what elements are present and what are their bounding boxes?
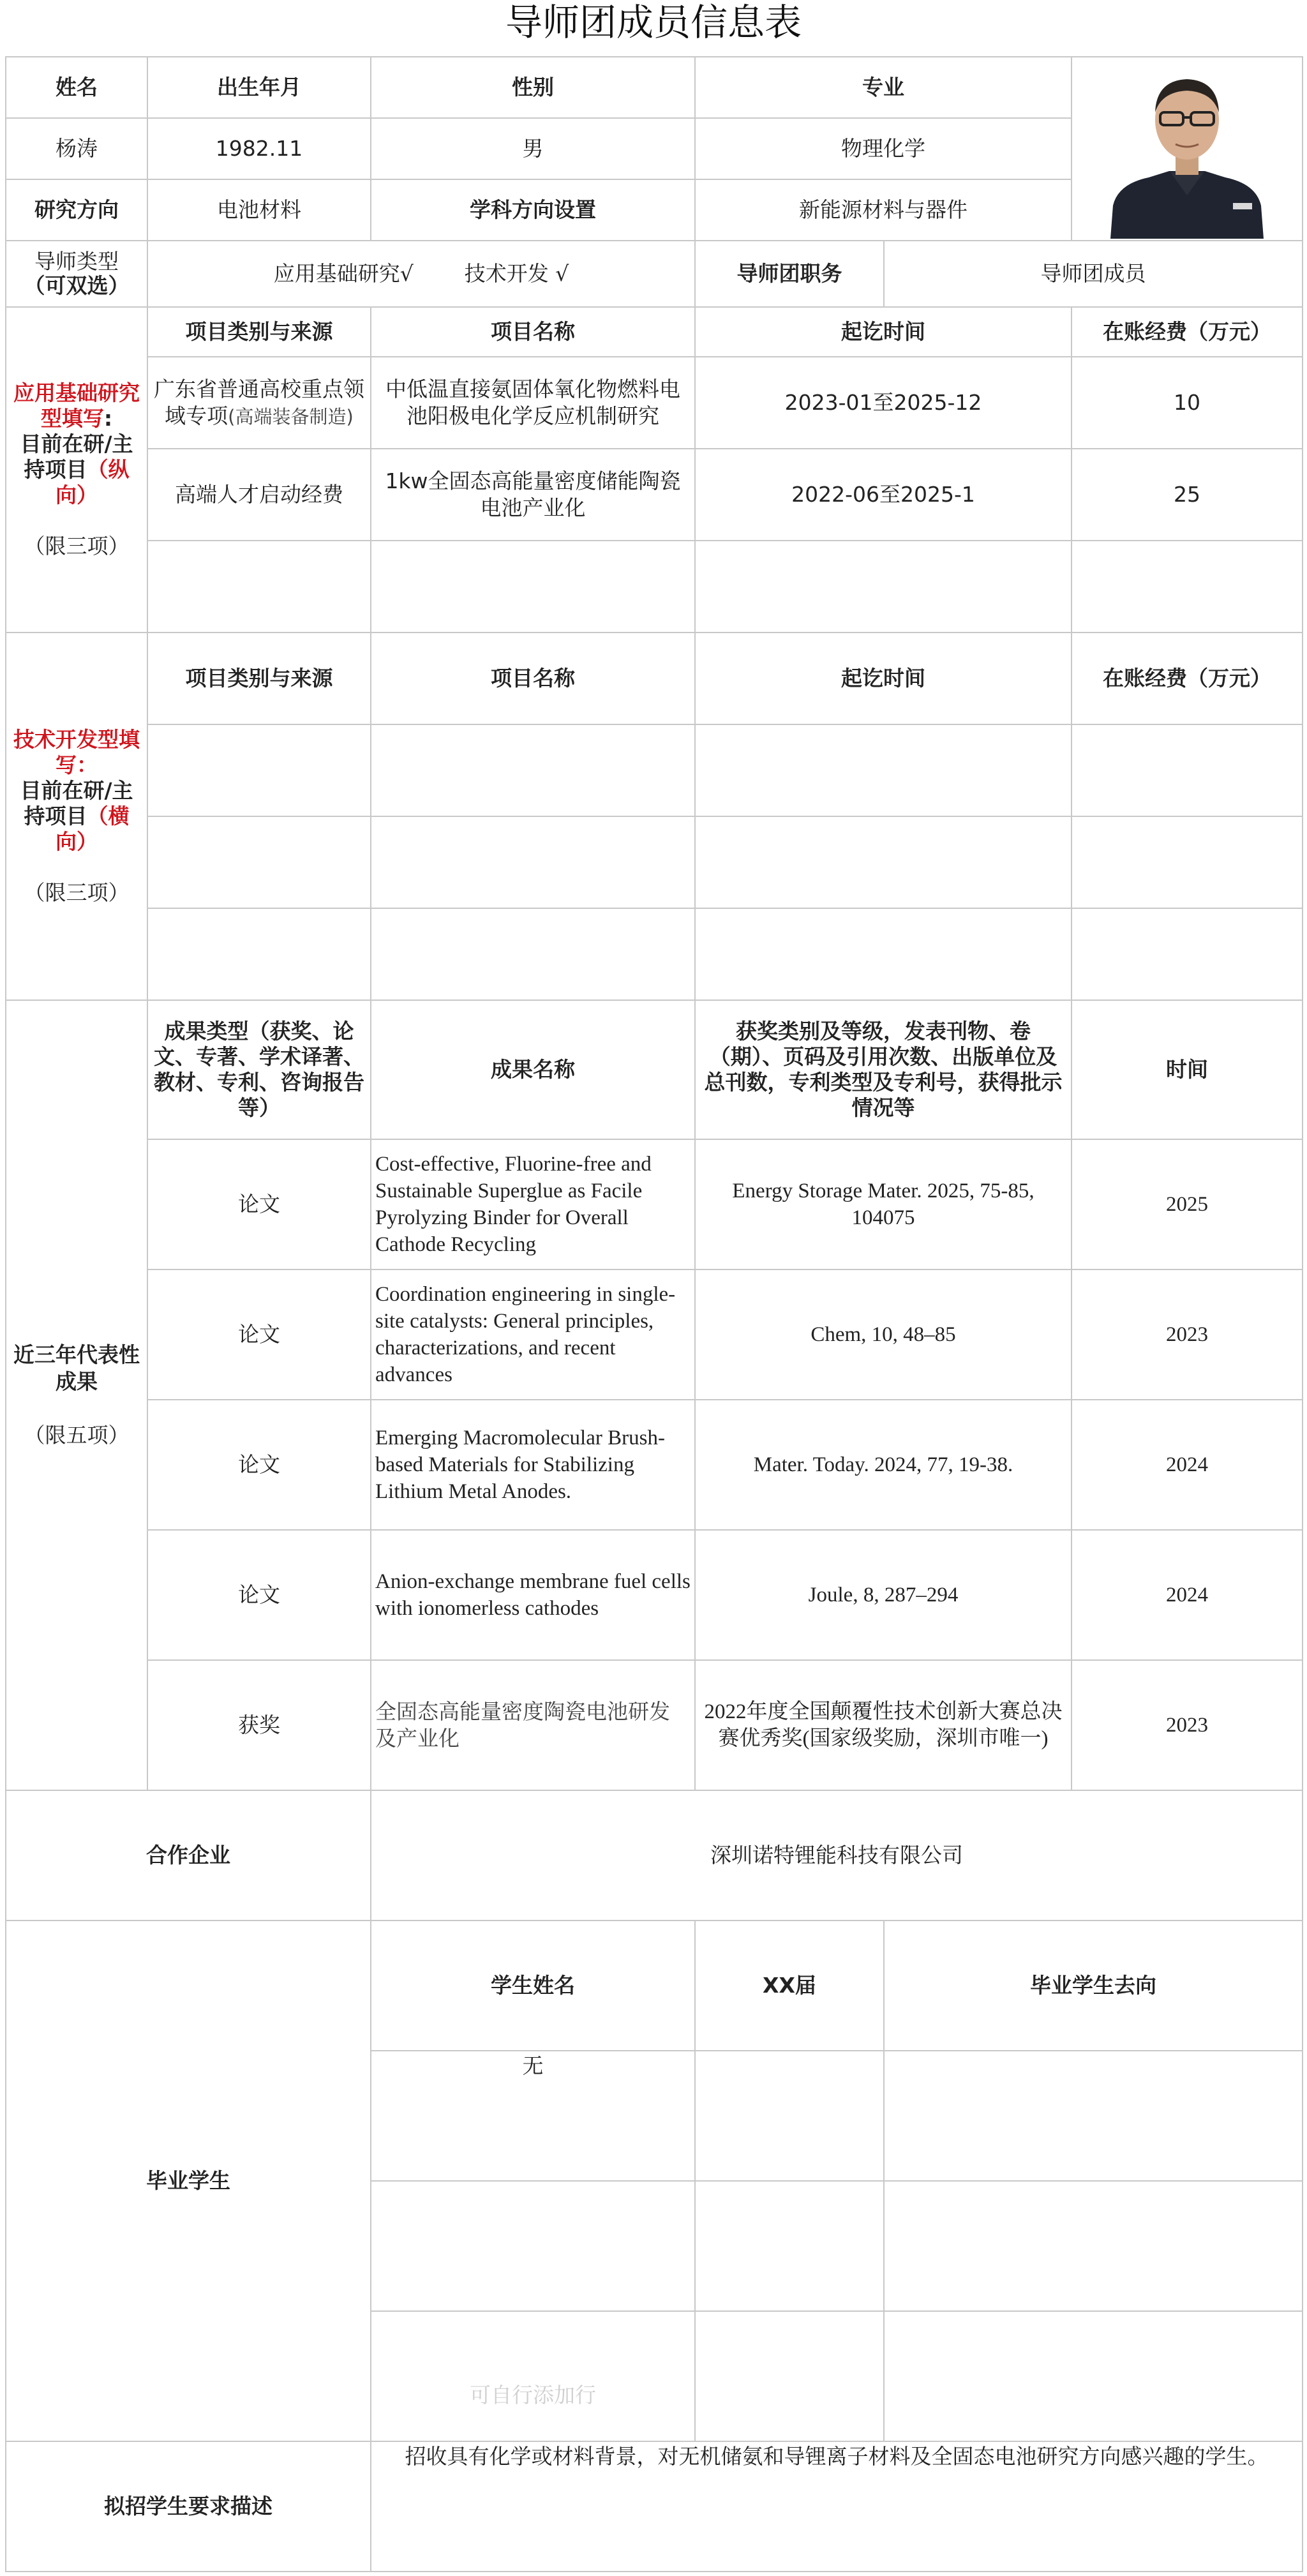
tech-row1-name: [371, 724, 695, 816]
research-label: 研究方向: [6, 179, 147, 241]
graduates-header-destination: 毕业学生去向: [884, 1921, 1303, 2051]
applied-row1-period: 2023-01至2025-12: [695, 357, 1072, 449]
tech-header-funding: 在账经费（万元）: [1072, 633, 1303, 724]
achievement-row2-year: 2023: [1072, 1269, 1303, 1400]
tech-header-source: 项目类别与来源: [147, 633, 371, 724]
achievement-row3-detail: Mater. Today. 2024, 77, 19-38.: [695, 1400, 1072, 1530]
achievement-row3-year: 2024: [1072, 1400, 1303, 1530]
add-row-hint[interactable]: 可自行添加行: [371, 2311, 695, 2441]
applied-header-source: 项目类别与来源: [147, 307, 371, 357]
tech-header-name: 项目名称: [371, 633, 695, 724]
achievements-header-name: 成果名称: [371, 1000, 695, 1139]
tech-row3-name: [371, 908, 695, 1000]
mentor-type-tech: 技术开发 √: [464, 261, 569, 286]
graduate-row1-class: [695, 2051, 884, 2181]
achievement-row1-year: 2025: [1072, 1139, 1303, 1269]
discipline-label: 学科方向设置: [371, 179, 695, 241]
achievement-row1-name: Cost-effective, Fluorine-free and Sustainable Superglue as Facile Pyrolyzing Binder for Overall Cathode Recycling: [371, 1139, 695, 1269]
tech-row3-period: [695, 908, 1072, 1000]
applied-row2-funding: 25: [1072, 449, 1303, 541]
graduates-header-class: XX届: [695, 1921, 884, 2051]
graduate-row3-class: [695, 2311, 884, 2441]
achievement-row2-name: Coordination engineering in single-site catalysts: General principles, characterizations, and recent advances: [371, 1269, 695, 1400]
graduate-row2-destination: [884, 2181, 1303, 2311]
partner-value: 深圳诺特锂能科技有限公司: [371, 1790, 1303, 1921]
recruit-value: 招收具有化学或材料背景，对无机储氨和导锂离子材料及全固态电池研究方向感兴趣的学生。: [371, 2441, 1303, 2572]
major-label: 专业: [695, 57, 1072, 118]
tech-row2-period: [695, 816, 1072, 908]
achievements-sidebar-title: 近三年代表性成果: [13, 1342, 140, 1394]
partner-label: 合作企业: [6, 1790, 371, 1921]
applied-row3-funding: [1072, 541, 1303, 633]
applied-row3-name: [371, 541, 695, 633]
tech-row1-period: [695, 724, 1072, 816]
achievement-row4-name: Anion-exchange membrane fuel cells with ionomerless cathodes: [371, 1530, 695, 1660]
info-table: [5, 56, 1303, 2572]
tech-sidebar-title: 技术开发型填写：: [13, 727, 140, 777]
achievement-row4-year: 2024: [1072, 1530, 1303, 1660]
applied-row1-name: 中低温直接氨固体氧化物燃料电池阳极电化学反应机制研究: [371, 357, 695, 449]
achievement-row5-name: 全固态高能量密度陶瓷电池研发及产业化: [371, 1660, 695, 1790]
graduate-row1-destination: [884, 2051, 1303, 2181]
duty-value: 导师团成员: [884, 241, 1303, 307]
achievement-row4-detail: Joule, 8, 287–294: [695, 1530, 1072, 1660]
tech-row1-funding: [1072, 724, 1303, 816]
recruit-label: 拟招学生要求描述: [6, 2441, 371, 2572]
tech-sidebar-limit: （限三项）: [24, 880, 130, 905]
achievement-row5-type: 获奖: [147, 1660, 371, 1790]
achievement-row1-detail: Energy Storage Mater. 2025, 75-85, 104075: [695, 1139, 1072, 1269]
mentor-type-label-line1: 导师类型: [34, 249, 119, 274]
applied-row1-source-text: 广东省普通高校重点领域专项: [154, 376, 364, 428]
applied-sidebar-desc: 目前在研/主持项目: [20, 431, 133, 482]
applied-sidebar-limit: （限三项）: [24, 534, 130, 558]
achievement-row2-type: 论文: [147, 1269, 371, 1400]
tech-row2-source: [147, 816, 371, 908]
gender-value: 男: [371, 118, 695, 179]
tech-sidebar-horizontal: （横向）: [56, 804, 130, 854]
tech-row2-name: [371, 816, 695, 908]
tech-row2-funding: [1072, 816, 1303, 908]
graduates-header-name: 学生姓名: [371, 1921, 695, 2051]
achievement-row2-detail: Chem, 10, 48–85: [695, 1269, 1072, 1400]
research-value: 电池材料: [147, 179, 371, 241]
applied-row2-name: 1kw全固态高能量密度储能陶瓷电池产业化: [371, 449, 695, 541]
achievements-header-detail: 获奖类别及等级，发表刊物、卷（期）、页码及引用次数、出版单位及总刊数，专利类型及专利号，获得批示情况等: [695, 1000, 1072, 1139]
applied-header-name: 项目名称: [371, 307, 695, 357]
applied-sidebar: [6, 307, 147, 633]
mentor-type-label-line2: （可双选）: [24, 273, 130, 298]
photo-cell: [1072, 57, 1303, 241]
applied-header-period: 起讫时间: [695, 307, 1072, 357]
applied-row1-source: [147, 357, 371, 449]
birth-value: 1982.11: [147, 118, 371, 179]
mentor-type-label: [6, 241, 147, 307]
applied-row2-period: 2022-06至2025-1: [695, 449, 1072, 541]
mentor-type-value: [147, 241, 695, 307]
graduate-row3-destination: [884, 2311, 1303, 2441]
duty-label: 导师团职务: [695, 241, 884, 307]
discipline-value: 新能源材料与器件: [695, 179, 1072, 241]
page-title: 导师团成员信息表: [505, 1, 802, 44]
tech-row1-source: [147, 724, 371, 816]
achievement-row5-year: 2023: [1072, 1660, 1303, 1790]
achievements-sidebar: [6, 1000, 147, 1790]
name-value: 杨涛: [6, 118, 147, 179]
applied-sidebar-colon: :: [103, 406, 113, 431]
avatar: [1104, 59, 1270, 239]
achievement-row5-detail: 2022年度全国颠覆性技术创新大赛总决赛优秀奖(国家级奖励，深圳市唯一): [695, 1660, 1072, 1790]
applied-sidebar-vertical: （纵向）: [56, 457, 130, 507]
mentor-type-applied: 应用基础研究√: [273, 261, 414, 286]
name-label: 姓名: [6, 57, 147, 118]
graduate-row2-name: [371, 2181, 695, 2311]
graduates-label: 毕业学生: [6, 1921, 371, 2441]
applied-row1-funding: 10: [1072, 357, 1303, 449]
applied-row2-source: 高端人才启动经费: [147, 449, 371, 541]
tech-row3-source: [147, 908, 371, 1000]
tech-sidebar-desc: 目前在研/主持项目: [20, 778, 133, 828]
applied-sidebar-title: 应用基础研究型填写: [13, 380, 140, 431]
applied-row1-source-note: (高端装备制造): [228, 405, 354, 428]
applied-row3-period: [695, 541, 1072, 633]
achievements-header-type: 成果类型（获奖、论文、专著、学术译著、教材、专利、咨询报告等）: [147, 1000, 371, 1139]
birth-label: 出生年月: [147, 57, 371, 118]
achievement-row3-name: Emerging Macromolecular Brush-based Materials for Stabilizing Lithium Metal Anodes.: [371, 1400, 695, 1530]
graduate-row1-name: 无: [371, 2051, 695, 2181]
achievements-header-year: 时间: [1072, 1000, 1303, 1139]
major-value: 物理化学: [695, 118, 1072, 179]
applied-row3-source: [147, 541, 371, 633]
tech-row3-funding: [1072, 908, 1303, 1000]
gender-label: 性别: [371, 57, 695, 118]
achievements-sidebar-limit: （限五项）: [24, 1423, 130, 1448]
achievement-row3-type: 论文: [147, 1400, 371, 1530]
tech-sidebar: [6, 633, 147, 1000]
applied-header-funding: 在账经费（万元）: [1072, 307, 1303, 357]
graduate-row2-class: [695, 2181, 884, 2311]
achievement-row1-type: 论文: [147, 1139, 371, 1269]
achievement-row4-type: 论文: [147, 1530, 371, 1660]
tech-header-period: 起讫时间: [695, 633, 1072, 724]
